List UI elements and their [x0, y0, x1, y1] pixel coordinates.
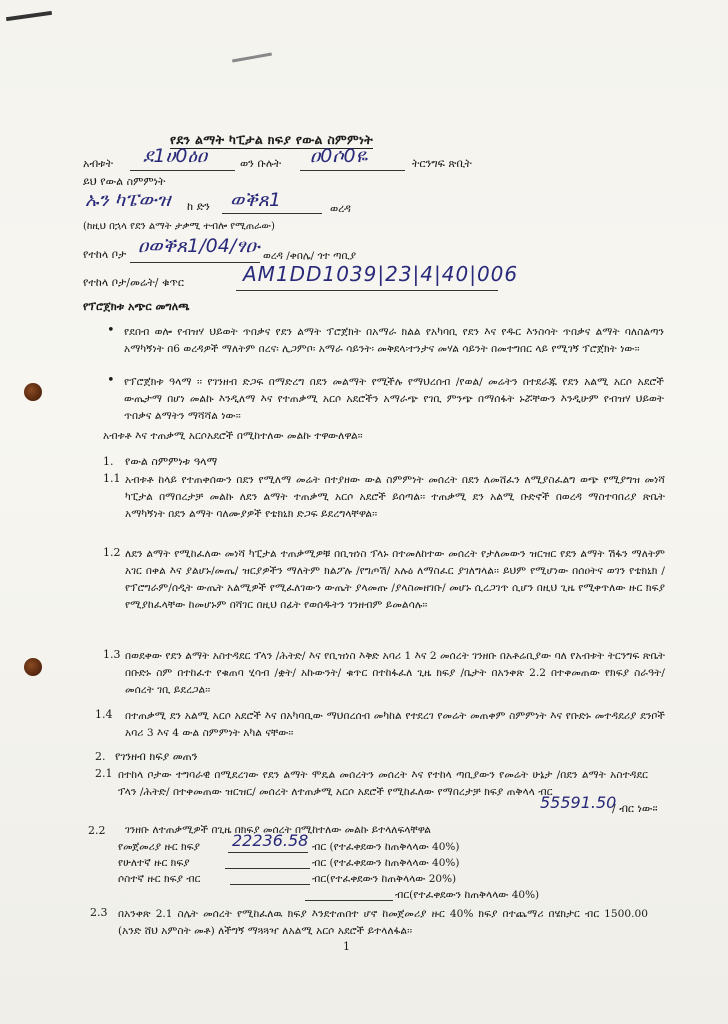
payment-label: ሶስተኛ ዙር ክፍያ ብር [118, 873, 201, 885]
clause-number: 1.4 [95, 708, 113, 721]
giver-value: ደ1ሀ0ዕዐ [143, 145, 208, 167]
clause-text: ለደን ልማት የሚከፈለው መነሻ ካፒታል ተጠቃሚዎቹ በቢዝነስ ፕላኑ በተመለከተው መሰረት የታለመውን ዝርዝር የደን ልማት ሽፋን ማለትም አገር በቀል እና ያልሆኑ/መጤ/ ዝርያዎችን ማለትም ክልፖሉ /የግጦሽ/ አሉዕ ለማስፈር ያገለግላል፡፡ ይህም የሚሆነው በሰዐትና ወገን የቴክኒክ /የፕሮግራም/ሰዲት ውጤት አልሚዎች የሚፈለገውን ውጤት ያላመጡ /ያላስመዘገቡ/ መሆኑ ሲረጋገጥ ሲሆን በዚህ ጊዜ የሚቀጥለው ዙር ክፍያ የሚያከፈላቸው ከመሆኑም በሻገር በዚህ በፊት የወሰዱትን ገንዘብም ይመልሳሉ፡፡ [125, 548, 665, 611]
kebele-value: ዐ0ሶ0ዬ [310, 145, 368, 167]
clause-number: 1.3 [103, 648, 121, 661]
code-underline [236, 290, 498, 291]
payment-underline [305, 900, 393, 901]
enterprise-label: ትርንግፍ ጽቢት [412, 157, 472, 170]
intro-text: አብቱቶ እና ተጠቃሚ አርሶአደሮች በሚከተለው መልኩ ተዋውለዋል፡፡ [103, 430, 363, 442]
clause-text: በተከላ ቦታው ተግባራዊ በሚደረገው የደን ልማት ሞዴል መሰረትን መሰረት እና የተከላ ጣቢያውን የመሬት ሁኔታ /በደን ልማት አስተዳደር ፕላን /ሕትድ/ በተቀመጠው ዝርዝር/ መሰረት ለተጠቃሚ አርሶ አደሮች የሚከፈለው የማበረታቻ ክፍያ ጠቅላላ ብር [118, 769, 648, 798]
clause-number: 1.2 [103, 546, 121, 559]
bullet-dot: • [107, 323, 115, 338]
payment-label: የሁለተኛ ዙር ክፍያ [118, 857, 190, 869]
date-underline [130, 262, 260, 263]
clause-number: 2.1 [95, 767, 113, 780]
section-number: 2. [95, 750, 106, 763]
clause-number: 2.2 [88, 824, 106, 837]
summary-label: የፕሮጀክቱ አጭር መግለጫ [83, 300, 190, 313]
payment-suffix: ብር(የተፈቀደውን ከጠቅላላው 20%) [312, 873, 457, 885]
clause-text: በወደቀው የደን ልማት አስተዳደር ፕላን /ሕትድ/ እና የቢዝነስ እቅድ አባሪ 1 እና 2 መሰረት ገንዘቡ በአቶሬቢያው ባለ የአብቱት ትርንግፍ ጽቤት በቡድኑ ስም በተከፈተ የቁጠባ ሂሳብ /ቋት/ አኩውንት/ ቁጥር በተከፋፈለ ጊዜ ክፍያ /ቤታት በአንቀጽ 2.2 በተቀመጠው የክፍያ ስራዓት/ መሰረት ገቢ ይደረጋል፡፡ [125, 650, 665, 696]
clause-text: በአንቀጽ 2.1 ስሌት መሰረት የሚከፈለዉ ክፍያ እንደተጠበተ ሆኖ ከመጀመሪያ ዙር 40% ክፍያ በተጨማሪ በሄክታር ብር 1500.00 (አንድ ሸህ አምስት መቶ) ለችግኝ ማጓጓዣ ለአልሚ አርሶ አደሮች ይተላለፋል፡፡ [118, 908, 648, 937]
kebele-underline [300, 170, 405, 171]
code-label: የተከላ ቦታ/መሬት/ ቁጥር [83, 276, 184, 289]
kebele-label: ወን ቡሉት [240, 157, 282, 170]
date-value: ዐወቕጸ1/04/ፃዑ [138, 235, 260, 257]
code-value: AM1DD1039|23|4|40|006 [243, 262, 519, 286]
clause-number: 2.3 [90, 906, 108, 919]
payment-suffix: ብር(የተፈቀደውን ከጠቅላላው 40%) [395, 889, 540, 901]
punch-hole [24, 383, 42, 401]
payment-underline [230, 884, 310, 885]
woreda-underline [222, 213, 322, 214]
clause-end: / ብር ነው፡፡ [612, 802, 658, 815]
zone-mid: ከ ድን [187, 200, 210, 213]
section-title: የውል ስምምነቱ ዓላማ [125, 455, 218, 468]
payment-suffix: ብር (የተፈቀደውን ከጠቅላላው 40%) [312, 841, 460, 853]
section-number: 1. [103, 455, 114, 468]
giver-underline [130, 170, 235, 171]
woreda-label: ወረዳ [330, 202, 351, 215]
punch-hole [24, 658, 42, 676]
payment-underline [228, 852, 308, 853]
date-suffix: ወረዳ /ቀበሌ/ ጎተ ጣቢያ [263, 250, 357, 262]
pen-mark [6, 11, 52, 21]
payment-suffix: ብር (የተፈቀደውን ከጠቅላላው 40%) [312, 857, 460, 869]
giver-label: አብቱት [83, 157, 114, 170]
total-amount: 55591.50 [540, 793, 617, 812]
date-label: የተከላ ቦታ [83, 248, 127, 261]
clause-number: 1.1 [103, 472, 121, 485]
payment-value: 22236.58 [232, 831, 309, 850]
document-title: የደን ልማት ካፒታል ክፍያ የውል ስምምነት [170, 132, 373, 147]
zone-value: ኡን ካፔውዝ [85, 189, 171, 211]
clause-text: አብቱቶ ከላይ የተጠቀሰውን በደን የሚለማ መሬት በተያዘው ውል ስምምነት መሰረት በደን ለመሸፈን ለሚያስፈልግ ወጭ የሚያግዝ መነሻ ካፒታል በማበረታቻ መልኩ ለደን ልማት ተጠቃሚ አርሶ አደሮች ይሰጣል፡፡ ተጠቃሚ ደን አልሚ ቡድኖች በወረዳ ማስተባበሪያ ጽቤት አማካኝነት በደን ልማት ባለሙያዎች የቴክኒክ ድጋፍ ይደረግላቸዋል፡፡ [125, 474, 665, 520]
section-title: የገንዘብ ክፍያ መጠን [115, 750, 198, 763]
bullet-text: የደበብ ወሎ የብዝሃ ህይወት ጥበቃና የደን ልማት ፕሮጀክት በአማራ ክልል የአካባቢ የደን እና የዱር እንስሳት ጥበቃና ልማት ባለስልጣን አማካኝነት በ6 ወረዳዎች ማለትም በረና፡ ሊጋምቦ፡ አማራ ሳይንት፡ መቅደላ፡ተንታና መሃል ሳይንት በመተግበር ላይ የሚገኝ ፕሮጀክት ነው፡፡ [124, 326, 664, 355]
woreda-value: ወቕጸ1 [230, 189, 282, 211]
contract-label: ይህ የውል ስምምነት [83, 175, 166, 188]
payment-label: የመጀመሪያ ዙር ክፍያ [118, 841, 200, 853]
clause-text: በተጠቃሚ ደን አልሚ አርሶ አደሮች እና በአካባቢው ማህበረሰብ መካከል የተደረገ የመሬት መጠቀም ስምምነት እና የቡድኑ መተዳደሪያ ደንቦች አባሪ 3 እና 4 ውል ስምምነት አካል ናቸው፡፡ [125, 710, 665, 739]
bullet-text: የፕሮጀክቱ ዓላማ ፡፡ የገንዘብ ድጋፍ በማድረግ በደን መልማት የሚችሉ የማህረሰብ /የወል/ መሬትን በተደራጁ የደን አልሚ አርሶ አደሮች ውጤታማ በሆነ መልኩ እንዲለማ እና የተጠቃሚ አርሶ አደሮችን አማራጭ የገቢ ምንጭ በማሰፋት ኑሯቸውን እንዲሁም የብዝሃ ህይወት ጥበቃና ልማትን ማሻሻል ነው፡፡ [124, 376, 664, 422]
pen-mark [232, 53, 272, 63]
naming-note: (ከዚህ በኋላ የደን ልማት ታቃሚ ተብሎ የሚጠራው) [83, 221, 275, 232]
payment-underline [225, 868, 310, 869]
bullet-dot: • [107, 373, 115, 388]
clause-intro: ገንዘቡ ለተጠቃሚዎች በጊዜ በክፍያ መሰረት በሚከተለው መልኩ ይተላለፍላቸዋል [125, 824, 431, 836]
page-number: 1 [343, 940, 350, 953]
